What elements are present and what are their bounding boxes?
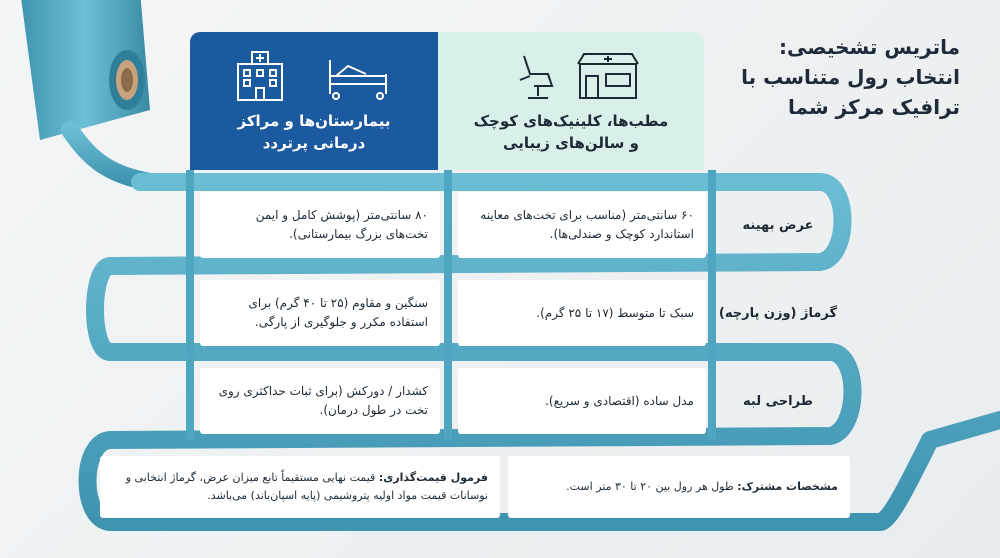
common-specs-note [508, 456, 850, 518]
hospital-header-line-2: درمانی پرتردد [262, 134, 366, 152]
title-line-1: ماتریس تشخیصی: [779, 35, 960, 59]
pricing-label: فرمول قیمت‌گذاری: [378, 471, 488, 484]
page-title [700, 32, 960, 122]
barber-chair-icon [520, 56, 552, 98]
row-label-weight: گرماژ (وزن پارچه) [718, 305, 838, 321]
common-specs-text: طول هر رول بین ۲۰ تا ۳۰ متر است. [566, 480, 738, 493]
clinic-cell-edge: مدل ساده (اقتصادی و سریع). [458, 368, 706, 434]
hospital-cell-weight: سنگین و مقاوم (۲۵ تا ۴۰ گرم) برای استفاده مکرر و جلوگیری از پارگی. [200, 280, 440, 346]
paper-roll-icon [20, 0, 150, 140]
clinic-cell-width: ۶۰ سانتی‌متر (مناسب برای تخت‌های معاینه استاندارد کوچک و صندلی‌ها). [458, 192, 706, 258]
common-specs-label: مشخصات مشترک: [737, 480, 838, 493]
hospital-header-line-1: بیمارستان‌ها و مراکز [237, 112, 391, 130]
hospital-building-icon [238, 52, 282, 100]
storefront-icon [578, 54, 638, 98]
clinic-cell-weight: سبک تا متوسط (۱۷ تا ۲۵ گرم). [458, 280, 706, 346]
clinic-header-line-1: مطب‌ها، کلینیک‌های کوچک [473, 112, 669, 130]
hospital-bed-icon [330, 60, 386, 99]
clinic-column-header [438, 32, 704, 170]
row-label-width: عرض بهینه [742, 217, 814, 233]
pricing-text: قیمت نهایی مستقیماً تابع میزان عرض، گرماژ انتخابی و نوسانات قیمت مواد اولیه پتروشیمی (پایه اسپان‌باند) می‌باشد. [125, 471, 488, 502]
row-label-edge: طراحی لبه [743, 393, 813, 409]
title-line-2: انتخاب رول متناسب با [741, 65, 960, 89]
hospital-cell-width: ۸۰ سانتی‌متر (پوشش کامل و ایمن تخت‌های بزرگ بیمارستانی). [200, 192, 440, 258]
clinic-header-line-2: و سالن‌های زیبایی [503, 134, 639, 152]
pricing-formula-note [100, 456, 500, 518]
hospital-cell-edge: کشدار / دورکش (برای ثبات حداکثری روی تخت در طول درمان). [200, 368, 440, 434]
title-line-3: ترافیک مرکز شما [788, 95, 960, 119]
hospital-column-header [190, 32, 438, 170]
